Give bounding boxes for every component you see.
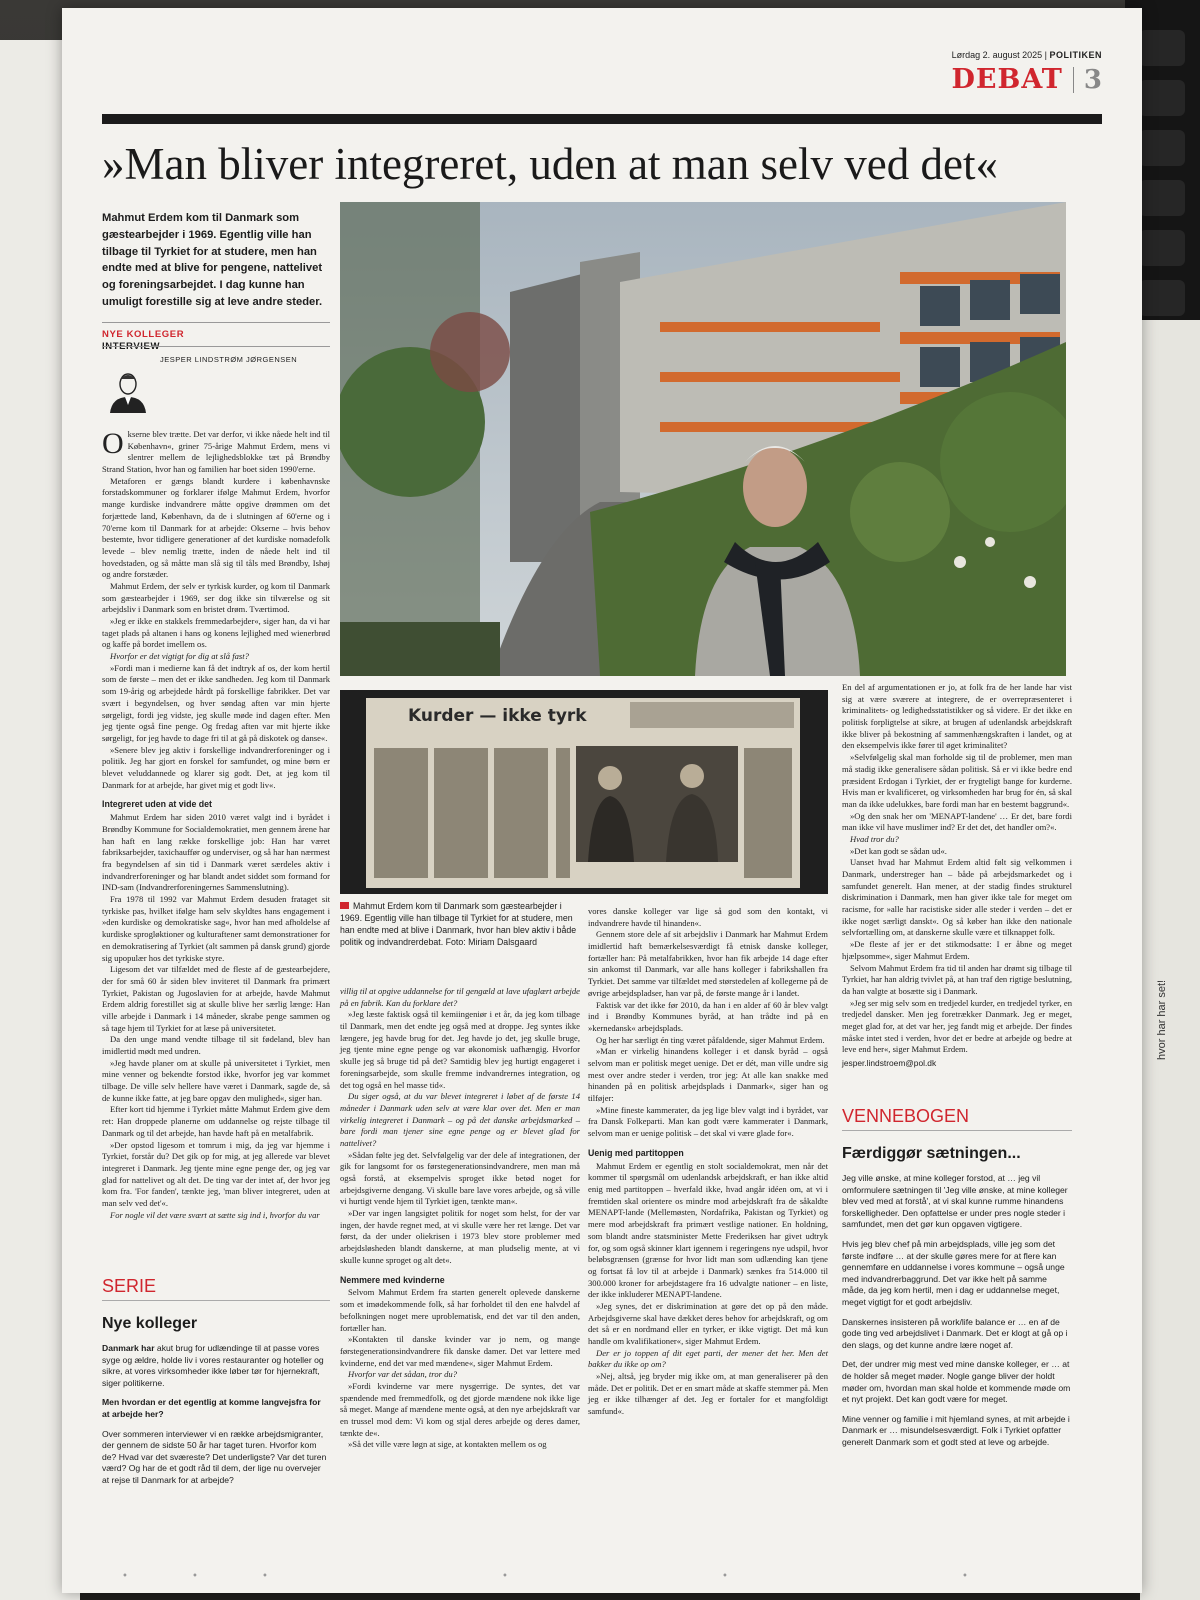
series-box	[102, 1276, 330, 1495]
section-divider	[1073, 67, 1074, 93]
question	[102, 1210, 330, 1222]
news-clipping	[340, 690, 828, 894]
byline	[102, 346, 330, 364]
question	[588, 1348, 828, 1371]
date-line: Lørdag 2. august 2025 | POLITIKEN	[951, 50, 1102, 60]
paragraph: Mahmut Erdem er egentlig en stolt socialdemokrat, men når det kommer til spørgsmål om udenlandsk arbejdskraft, er han ikke altid enig med partitoppen – hverfald ikke, hvad angår idéen om, at vi i fremtiden skal orientere os mindre mod arbejdskraft fra de såkaldte MENAPT-lande (Mellemøsten, Nordafrika, Pakistan og Tyrkiet) og mere mod arbejdskraft fra primært vestlige nationer. En holdning, som blandt andre statsminister Mette Frederiksen har givet udtryk for, og som også skinner klart igennem i regeringens nye udspil, hvor beløbsgrænsen (grænse for hvor lidt man som udlænding kan tjene og fortsat få lov til at arbejde i Danmark) sænkes fra 514.000 til 300.000 kroner for arbejdstagere fra 16 udvalgte nationer – en liste, der ikke inkluderer MENAPT-landene.	[588, 1160, 828, 1300]
series-text	[102, 1343, 330, 1389]
body-column-3	[588, 906, 828, 1418]
paragraph: Og her har særligt én ting været påfaldende, siger Mahmut Erdem.	[596, 1034, 825, 1045]
kicker-series: NYE KOLLEGER	[102, 329, 185, 340]
paragraph: »Fordi kvinderne var mere nysgerrige. De syntes, det var spændende med fremmedfolk, og det gjorde mændene nok ikke lige så meget. Mange af mændene mente også, at den nye arbejdskraft var en trussel mod dem: Vi kom og stjal deres arbejde og deres damer, tænkte de«.	[340, 1380, 580, 1438]
vennebogen-answer: Det, der undrer mig mest ved mine danske kolleger, er … at de holder så meget møder. Nogle gange bliver der holdt møder om, hvordan man skal holde et kommende møde om et nyt projekt. Det kan godt være for meget.	[842, 1359, 1071, 1405]
paragraph: »Jeg synes, det er diskrimination at gøre det op på den måde. Arbejdsgiverne skal have dækket deres behov for arbejdskraft, og om det så er en nordmand eller en tyrker, er ikke vigtigt. Det må kun handle om kvalifikationer«, siger Mahmut Erdem.	[588, 1300, 828, 1347]
series-tag: SERIE	[102, 1276, 330, 1301]
paragraph: »Jeg læste faktisk også til kemiingeniør i et år, da jeg kom tilbage til Danmark, men det endte jeg også med at droppe. Jeg syntes ikke længere, jeg havde brug for det. Jeg havde jo det, jeg skulle bruge, jeg tjente mine egne penge og var økonomisk uafhængig. Hvorfor skulle jeg så bruge tid på det? Samtidig blev jeg hurtigt engageret i foreningsarbejde, som skulle fremme indvandrernes integration, og det tog også en hel masse tid«.	[340, 1009, 580, 1090]
paragraph: »Og den snak her om 'MENAPT-landene' … Er det, bare fordi man ikke vil have muslimer ind? Er det det, det handler om?«.	[842, 810, 1072, 833]
caption-marker	[340, 902, 349, 909]
series-text: Over sommeren interviewer vi en række arbejdsmigranter, der gennem de sidste 50 år har taget turen. Hvorfor kom de? Hvad var det sværeste? Det underligste? Var det turen værd? Og har de et godt råd til dem, der lige nu overvejer at rejse til Danmark for at arbejde?	[102, 1428, 327, 1485]
vennebogen-title: Færdiggør sætningen...	[842, 1145, 1021, 1162]
paragraph: »Man er virkelig hinandens kolleger i et dansk byråd – også selvom man er politisk meget uenige. Det er dét, man ville undre sig mest over andre steder i verden, tror jeg: At alle kan snakke med hinanden på en politisk arbejdsplads i Danmark«, siger han og tilføjer:	[588, 1046, 828, 1103]
body-column-4	[842, 682, 1072, 1069]
byline-name: JESPER LINDSTRØM JØRGENSEN	[160, 355, 298, 364]
paragraph: »Kontakten til danske kvinder var jo nem, og mange førstegenerationsindvandrere fik danske damer. Det var lettere med kvinderne, end det var med mændene«, siger Mahmut Erdem.	[340, 1334, 580, 1368]
paragraph: Selvom Mahmut Erdem fra tid til anden har drømt sig tilbage til Tyrkiet, har han aldrig tvivlet på, at han traf den rigtige beslutning, da han valgte at bosætte sig i Danmark.	[842, 962, 1072, 996]
question	[340, 1091, 580, 1149]
series-title: Nye kolleger	[102, 1315, 198, 1332]
vennebogen-box	[842, 1106, 1072, 1456]
author-email: jesper.lindstroem@pol.dk	[842, 1058, 937, 1068]
paragraph: »Sådan følte jeg det. Selvfølgelig var der dele af integrationen, der gik for langsomt for os førstegenerationsindvandrere, men man må også forstå, at eksempelvis sproget ikke betød noget for arbejdsgiverne dengang. Vi skulle bare lave vores arbejde, og så ville vi hurtigt vende hjem til Tyrkiet igen, tænkte man«.	[340, 1149, 580, 1207]
author-portrait	[108, 369, 148, 413]
paper-name: POLITIKEN	[1049, 50, 1102, 60]
photo-caption	[340, 901, 580, 949]
paragraph: Okserne blev trætte. Det var derfor, vi ikke nåede helt ind til København«, griner 75-årige Mahmut Erdem, mens vi slentrer mellem de lejlighedsblokke tæt på Brøndby Strand Station, hvor han og familien har boet siden 1990'erne.	[102, 427, 330, 475]
paragraph: »Der var ingen langsigtet politik for noget som helst, for der var ingen, der havde regnet med, at vi skulle være her ret længe. Det var først, da der under oliekrisen i 1973 blev store problemer med arbejdsløsheden blandt danskerne, at man pludselig mente, at vi skulle kunne sproget og alt det«.	[340, 1208, 580, 1265]
vennebogen-answer: Hvis jeg blev chef på min arbejdsplads, ville jeg som det første indføre … at der skulle gøres mere for at flere kan gennemføre en uddannelse i vores kommune – også unge med indvandrerbaggrund. Det var ikke helt på samme måde, da jeg kom hertil, men i dag er uddannelse meget, meget vigtigt for et godt arbejdsliv.	[842, 1238, 1065, 1307]
lede: Mahmut Erdem kom til Danmark som gæstearbejder i 1969. Egentlig ville han tilbage til Tyrkiet for at studere, men han endte med at blive for pengene, nattelivet og foreningsarbejdet. I dag kunne han umuligt forestille sig at leve andre steder.	[102, 212, 323, 308]
paragraph: »Jeg havde planer om at skulle på universitetet i Tyrkiet, men mine venner og bekendte forstod ikke, hvorfor jeg var kommet tilbage. De ville selv hellere have været i Danmark, sagde de, så de kunne ikke fatte, at jeg bare opgav den mulighed«, siger han.	[102, 1057, 330, 1103]
paragraph: »Fordi man i medierne kan få det indtryk af os, der kom hertil som de første – men det er ikke sandheden. Jeg kom til Danmark som 19-årig og arbejdede hårdt på forskellige fabrikker. Det var svært i begyndelsen, og hver søndag aften var min hjerte sørgeligt, fordi jeg vidste, jeg skulle møde ind dagen efter. Men jeg tjente også fine penge. Og fredag aften var mit hjerte ikke sørgeligt, for jeg havde to dage fri til at gå på diskotek og danse«.	[102, 662, 330, 743]
paragraph: Metaforen er gængs blandt kurdere i københavnske forstadskommuner og forklarer ifølge Mahmut Erdem, hvorfor mange kurdiske indvandrere måtte opgive drømmen om det forjættede land, København, da de i slutningen af 60'erne og i 70'erne kom til Danmark for at arbejde: Okserne – hvis behov bestemte, hvor tidligere generationer af det kurdiske nomadefolk levede – blev nemlig trætte, inden de nåede helt ind til hovedstaden, og så måtte man slå sig til tåls med Brøndby, Ishøj og andre forstæder.	[102, 475, 330, 580]
question-text: Du siger også, at du var blevet integreret i løbet af de første 14 måneder i Danmark uden selv at være klar over det. Men er man virkelig integreret i Danmark – og på det danske arbejdsmarked – bare fordi man tjener sine egne penge og er blevet glad for nattelivet?	[340, 1091, 580, 1148]
fold-mark: •	[262, 1571, 268, 1582]
paragraph: Mahmut Erdem, der selv er tyrkisk kurder, og kom til Danmark som gæstearbejder i 1969, ser dog ikke sin tilværelse og sit arbejdsliv i Danmark som en bristet drøm. Tværtimod.	[102, 580, 330, 615]
fold-mark: •	[502, 1571, 508, 1582]
fold-marks	[102, 1572, 1102, 1582]
paragraph: En del af argumentationen er jo, at folk fra de her lande har vist sig at være sværere at integrere, de er overrepræsenteret i kriminalitets- og ledighedsstatistikker og så videre. Er det ikke en politisk forpligtelse at sikre, at brugen af udenlandsk arbejdskraft ikke bliver på bekostning af sammenhængskraften i landet, og at den eksempelvis ikke fører til øget kriminalitet?	[842, 682, 1072, 751]
question	[842, 834, 1072, 846]
question-text: Hvorfor var det sådan, tror du?	[348, 1369, 458, 1380]
page-number: 3	[1083, 64, 1102, 95]
paragraph: »Jeg er ikke en stakkels fremmedarbejder«, siger han, da vi har taget plads på altanen i hans og konens lejlighed med wienerbrød og kaffe på bordet imellem os.	[102, 616, 330, 650]
vennebogen-tag: VENNEBOGEN	[842, 1106, 1072, 1131]
vennebogen-answer: Mine venner og familie i mit hjemland synes, at mit arbejde i Danmark er … misundelsesværdigt. Folk i Tyrkiet opfatter generelt Danmark som et godt sted at leve og arbejde.	[842, 1413, 1070, 1447]
date-text: Lørdag 2. august 2025	[951, 50, 1043, 60]
paragraph: »De fleste af jer er det stikmodsatte: I er åbne og meget hjælpsomme«, siger Mahmut Erdem.	[842, 939, 1072, 961]
question	[340, 986, 580, 1009]
side-note: hvor har har set!	[1156, 979, 1168, 1060]
paragraph: Mahmut Erdem har siden 2010 været valgt ind i byrådet i Brøndby Kommune for Socialdemokratiet, men gennem årene har han haft en lang række forskellige job: Han har været fabriksarbejder, taxichauffør og underviser, og så har han nærmest fra begyndelsen af sin tid i Danmark været særdeles aktiv i indvandrerforeninger og har blandt andet siddet som formand for IND-sam (Indvandrerforeningernes Sammenslutning).	[102, 812, 330, 893]
clipping-title: Kurder — ikke tyrk	[408, 706, 587, 726]
question-text: Der er jo toppen af dit eget parti, der mener det her. Men det bakker du ikke op om?	[588, 1347, 828, 1370]
section-label: DEBAT	[951, 64, 1063, 95]
question-text: Hvad tror du?	[850, 833, 899, 844]
vennebogen-answer: Jeg ville ønske, at mine kolleger forstod, at … jeg vil omformulere sætningen til 'Jeg ville ønske, at mine kolleger blev ved med at forstå', at vi skal kunne rumme hinandens forskelligheder. Den opfattelse er under pres nogle steder i samfundet, men det gør kun opgaven vigtigere.	[842, 1173, 1068, 1230]
headline: »Man bliver integreret, uden at man selv ved det«	[102, 139, 998, 189]
series-question: Men hvordan er det egentlig at komme langvejsfra for at arbejde her?	[102, 1397, 321, 1419]
series-lead: Danmark har	[102, 1343, 155, 1353]
paragraph: »Det kan godt se sådan ud«.	[850, 845, 947, 856]
paragraph: »Der opstod ligesom et tomrum i mig, da jeg var hjemme i Tyrkiet, forstår du? Det gik op for mig, at jeg allerede var blevet integreret i Danmark. Jeg tjente mine egne penge der, og jeg var glad for nattelivet og alt det. De ting var der intet af, der hvor jeg kom fra. 'For fanden', tænkte jeg, 'man bliver integreret, uden at man selv ved det'«.	[102, 1139, 330, 1208]
paragraph: Da den unge mand vendte tilbage til sit fødeland, blev han imidlertid mødt med undren.	[102, 1034, 330, 1057]
paragraph: »Så det ville være løgn at sige, at kontakten mellem os og	[348, 1439, 547, 1450]
paragraph: »Senere blev jeg aktiv i forskellige indvandrerforeninger og i politik. Jeg har gjort en forskel for samfundet, og mine børn er blevet veluddannede og klarer sig godt. Det, at jeg kom til Danmark for at arbejde, har givet mig et godt liv«.	[102, 744, 330, 790]
subheading: Nemmere med kvinderne	[340, 1274, 445, 1285]
paragraph: »Jeg ser mig selv som en tredjedel kurder, en tredjedel tyrker, en tredjedel dansker. Men jeg foretrækker Danmark. Jeg er meget, meget glad for, at det var her, jeg fandt mig et arbejde. Der findes måske intet sted i verden, hvor det er bedre at arbejde og bedre at leve end her«, siger Mahmut Erdem.	[842, 997, 1072, 1055]
fold-mark: •	[962, 1571, 968, 1582]
paragraph: »Selvfølgelig skal man forholde sig til de problemer, men man må stadig ikke generalisere sådan politisk. Så er vi ikke bedre end præsident Erdogan i Tyrkiet, der er frygteligt bange for kurderne. Hvis man er kvalificeret, og virksomheden har brug for én, så skal man da ikke udelukkes, bare fordi man har en bestemt baggrund«.	[842, 752, 1072, 809]
question-text: villig til at opgive uddannelse for til gengæld at lave ufaglært arbejde på en fabrik. Kan du forklare det?	[340, 986, 580, 1008]
section-header	[952, 64, 1102, 95]
question-text: Hvorfor er det vigtigt for dig at slå fast?	[110, 651, 249, 662]
question	[102, 651, 330, 663]
kicker-genre: INTERVIEW	[102, 340, 161, 352]
caption-text: Mahmut Erdem kom til Danmark som gæstearbejder i 1969. Egentlig ville han tilbage til Tyrkiet for at studere, men han endte med at blive i Danmark, hvor han blev aktiv i både politik og indvandrerdebat. Foto: Miriam Dalsgaard	[340, 901, 577, 947]
series-text-body: akut brug for udlændinge til at passe vores syge og ældre, holde liv i vores restauranter og hoteller og sikre, at vores virksomheder ikke løber tør for hjernekraft, siger politikerne.	[102, 1343, 324, 1388]
newspaper-page	[62, 8, 1142, 1593]
paragraph: Faktisk var det ikke før 2010, da han i en alder af 60 år blev valgt ind i Brøndby Kommunes byråd, at han trådte ind på en »kernedansk« arbejdsplads.	[588, 999, 828, 1033]
paragraph: Gennem store dele af sit arbejdsliv i Danmark har Mahmut Erdem imidlertid haft bemærkelsesværdigt få etnisk danske kolleger, fortæller han: På metalfabrikken, hvor han fik arbejde 14 dage efter sin ankomst til Danmark, var alle hans kolleger i fabrikshallen fra Tyrkiet. Det samme var tilfældet med størstedelen af kollegerne på de øvrige arbejdspladser, han var på, de første mange år i landet.	[588, 929, 828, 998]
body-column-2	[340, 986, 580, 1451]
subheading: Integreret uden at vide det	[102, 799, 212, 810]
subheading: Uenig med partitoppen	[588, 1147, 684, 1158]
question-text: For nogle vil det være svært at sætte sig ind i, hvorfor du var	[110, 1209, 320, 1220]
paragraph: Efter kort tid hjemme i Tyrkiet måtte Mahmut Erdem give dem ret: Han droppede planerne om uddannelse og rejste tilbage til Danmark og til det arbejde, han havde haft på en metalfabrik.	[102, 1104, 330, 1138]
paragraph: vores danske kolleger var lige så god som den kontakt, vi indvandrere havde til hinanden«.	[588, 906, 828, 928]
paragraph: »Nej, altså, jeg bryder mig ikke om, at man generaliserer på den måde. Det er politik. Det er en smart måde at skaffe stemmer på. Men jeg er ikke tilhænger af det. Jeg er fortaler for et mangfoldigt samfund«.	[588, 1371, 828, 1417]
header-rule	[102, 114, 1102, 124]
paragraph: Selvom Mahmut Erdem fra starten generelt oplevede danskerne som et imødekommende folk, så har forholdet til den ene halvdel af befolkningen noget mere uproblematisk, end det var til den anden, fortæller han.	[340, 1287, 580, 1333]
main-photo	[340, 202, 1066, 676]
paragraph: Fra 1978 til 1992 var Mahmut Erdem desuden frataget sit tyrkiske pas, hvilket ifølge ham selv skyldtes hans engagement i »den kurdiske og demokratiske sag«, hvor han med afholdelse af kurdiske sprogløktioner og kulturaftener samt demonstrationer for en demokratisering af Tyrkiet (alt sammen på dansk grund) gjorde sig upopulær hos det tyrkiske styre.	[102, 894, 330, 963]
body-column-1	[102, 429, 330, 1221]
vennebogen-answer: Danskernes insisteren på work/life balance er … en af de gode ting ved arbejdslivet i Danmark. Det er klogt at gå op i den slags, og det kunne andre lære noget af.	[842, 1316, 1068, 1350]
fold-mark: •	[192, 1571, 198, 1582]
fold-mark: •	[722, 1571, 728, 1582]
fold-mark: •	[122, 1571, 128, 1582]
question	[340, 1369, 580, 1381]
paragraph: Uanset hvad har Mahmut Erdem altid følt sig velkommen i Danmark, understreger han – både på arbejdsmarkedet og i samfundet generelt. Han mener, at der stadig findes strukturel diskrimination i Danmark, men han giver ikke tale for meget om racisme, for »alle har racistiske sider alle steder i verden – det er ikke noget særligt danskt«. Og så køber han ikke den nationale selvfortælling om, at danskerne skulle være et tilknappet folk.	[842, 857, 1072, 938]
paragraph: Ligesom det var tilfældet med de fleste af de gæstearbejdere, der for små 60 år siden blev inviteret til Danmark fra primært Tyrkiet, Pakistan og Jugoslavien for at arbejde, havde Mahmut Erdem aldrig forestillet sig at skulle blive her særlig længe: Han ville arbejde i Danmark i 14 måneder, skrabe penge sammen og så tage hjem til Tyrkiet for at læse på universitetet.	[102, 964, 330, 1033]
paragraph: »Mine fineste kammerater, da jeg lige blev valgt ind i byrådet, var fra Dansk Folkeparti. Man kan godt være kammerater i Danmark, selvom man er uenige politisk – det skal vi være glade for«.	[588, 1104, 828, 1139]
